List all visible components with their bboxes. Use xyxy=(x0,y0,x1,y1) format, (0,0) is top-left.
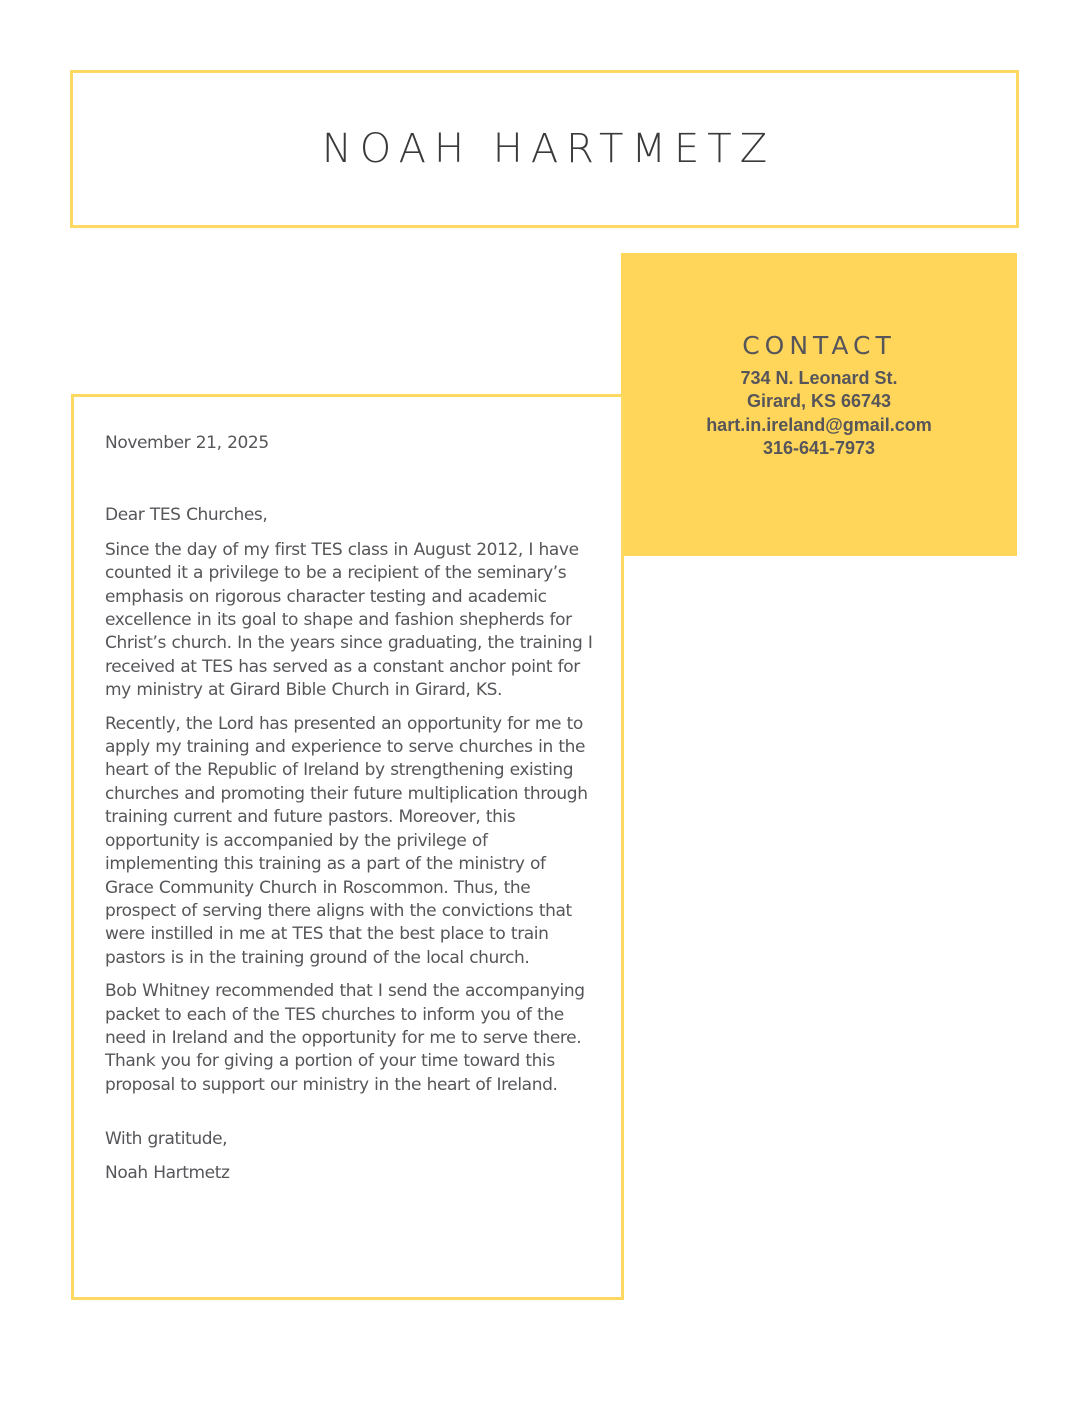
letter-paragraph: Bob Whitney recommended that I send the accompanying packet to each of the TES churches to inform you of the need in Ireland and the opportunity for me to serve there. Thank you for giving a portion of your time toward this proposal to support our ministry in the heart of Ireland. xyxy=(105,981,585,1095)
letter-signature: Noah Hartmetz xyxy=(105,1162,230,1183)
contact-panel xyxy=(621,253,1017,556)
letter-date: November 21, 2025 xyxy=(105,433,269,453)
contact-details xyxy=(621,367,1017,460)
contact-title: CONTACT xyxy=(742,331,896,360)
letter-salutation: Dear TES Churches, xyxy=(105,505,268,526)
contact-address-city: Girard, KS 66743 xyxy=(746,391,892,412)
letter-paragraph: Recently, the Lord has presented an opportunity for me to apply my training and experience to serve churches in the heart of the Republic of Ireland by strengthening existing churches and promoting their future multiplication through training current and future pastors. Moreover, this opportunity is accompanied by the privilege of implementing this training as a part of the ministry of Grace Community Church in Roscommon. Thus, the prospect of serving there aligns with the convictions that were instilled in me at TES that the best place to train pastors is in the training ground of the local church. xyxy=(105,713,588,968)
header-box xyxy=(70,70,1019,228)
page-title: NOAH HARTMETZ xyxy=(321,126,776,172)
letter-paragraph: Since the day of my first TES class in August 2012, I have counted it a privilege to be a recipient of the seminary’s emphasis on rigorous character testing and academic excellence in its goal to shape and fashion shepherds for Christ’s church. In the years since graduating, the training I received at TES has served as a constant anchor point for my ministry at Girard Bible Church in Girard, KS. xyxy=(105,539,593,701)
contact-phone: 316-641-7973 xyxy=(762,437,876,458)
contact-address-street: 734 N. Leonard St. xyxy=(740,368,898,388)
contact-email: hart.in.ireland@gmail.com xyxy=(706,414,932,435)
letter-body xyxy=(105,432,597,1185)
letter-closing: With gratitude, xyxy=(105,1129,228,1150)
